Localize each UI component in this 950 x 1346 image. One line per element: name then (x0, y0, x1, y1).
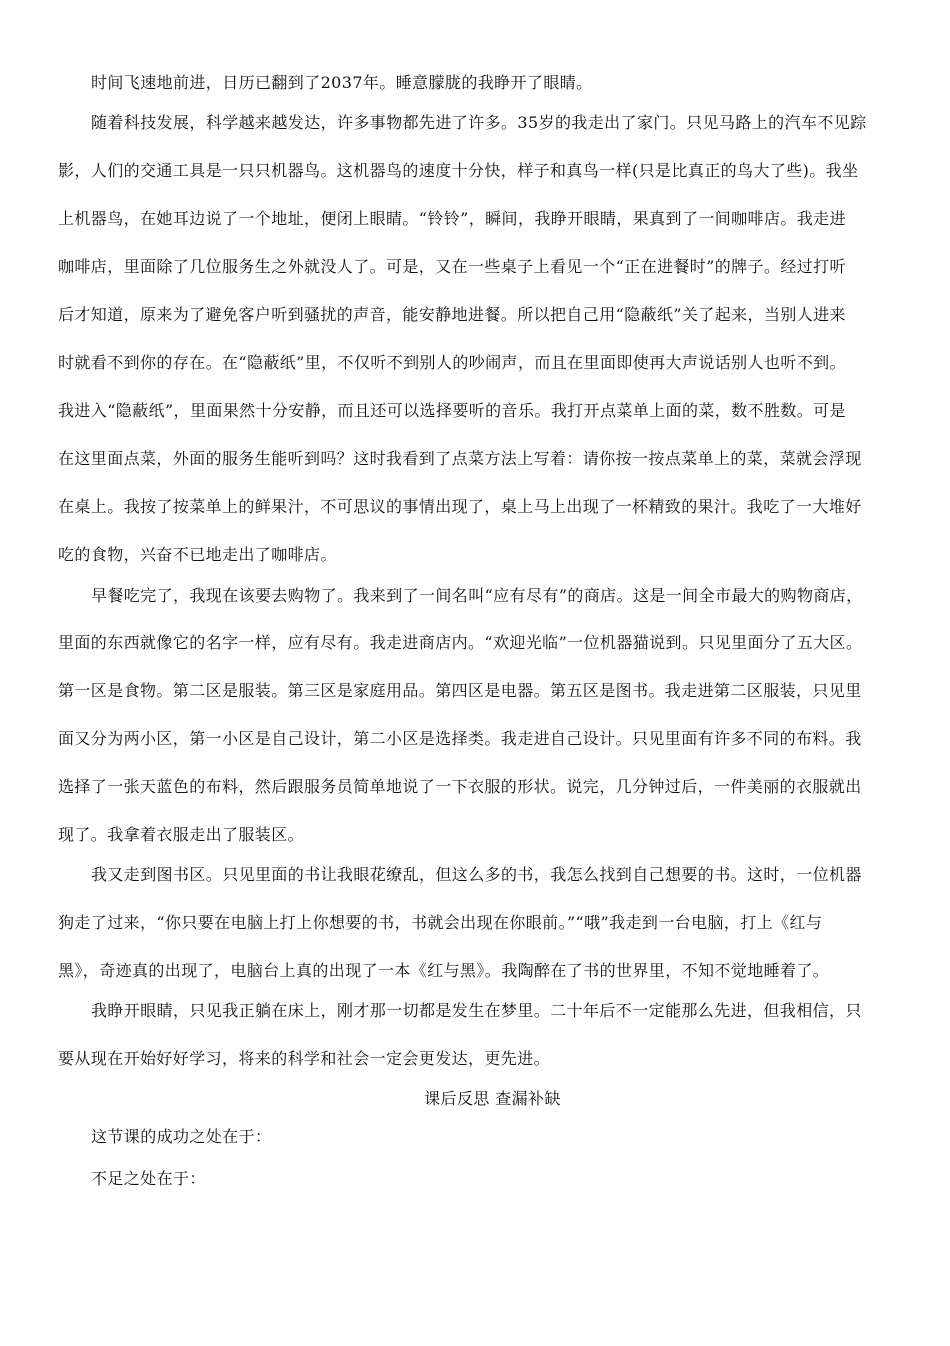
text-line: 在这里面点菜，外面的服务生能听到吗？这时我看到了点菜方法上写着：请你按一按点菜单上的菜，菜就会浮现 (58, 449, 862, 468)
section-heading: 课后反思 查漏补缺 (424, 1089, 561, 1108)
text-line: 上机器鸟，在她耳边说了一个地址，便闭上眼睛。“铃铃”，瞬间，我睁开眼睛，果真到了一间咖啡店。我走进 (58, 209, 846, 228)
text-line: 第一区是食物。第二区是服装。第三区是家庭用品。第四区是电器。第五区是图书。我走进第二区服装，只见里 (58, 681, 862, 700)
text-line: 后才知道，原来为了避免客户听到骚扰的声音，能安静地进餐。所以把自己用“隐蔽纸”关了起来，当别人进来 (58, 305, 846, 324)
text-line-intro: 时间飞速地前进，日历已翻到了2037年。睡意朦胧的我睁开了眼睛。 (91, 73, 593, 92)
text-line: 影，人们的交通工具是一只只机器鸟。这机器鸟的速度十分快，样子和真鸟一样(只是比真正的鸟大了些)。我坐 (58, 161, 859, 180)
text-line: 里面的东西就像它的名字一样，应有尽有。我走进商店内。“欢迎光临”一位机器猫说到。只见里面分了五大区。 (58, 633, 863, 652)
text-line: 吃的食物，兴奋不已地走出了咖啡店。 (58, 545, 337, 564)
text-line: 早餐吃完了，我现在该要去购物了。我来到了一间名叫“应有尽有”的商店。这是一间全市最大的购物商店， (91, 586, 863, 605)
text-line: 随着科技发展，科学越来越发达，许多事物都先进了许多。35岁的我走出了家门。只见马路上的汽车不见踪 (91, 113, 867, 132)
text-line: 咖啡店，里面除了几位服务生之外就没人了。可是，又在一些桌子上看见一个“正在进餐时”的牌子。经过打听 (58, 257, 846, 276)
text-line: 黑》，奇迹真的出现了，电脑台上真的出现了一本《红与黑》。我陶醉在了书的世界里，不知不觉地睡着了。 (58, 961, 830, 980)
text-line: 选择了一张天蓝色的布料，然后跟服务员简单地说了一下衣服的形状。说完，几分钟过后，一件美丽的衣服就出 (58, 777, 862, 796)
text-line: 面又分为两小区，第一小区是自己设计，第二小区是选择类。我走进自己设计。只见里面有许多不同的布料。我 (58, 729, 862, 748)
reflection-success-label: 这节课的成功之处在于： (91, 1127, 272, 1146)
text-line: 我又走到图书区。只见里面的书让我眼花缭乱，但这么多的书，我怎么找到自己想要的书。这时，一位机器 (91, 865, 862, 884)
reflection-shortcoming-label: 不足之处在于： (91, 1169, 206, 1188)
text-line: 要从现在开始好好学习，将来的科学和社会一定会更发达，更先进。 (58, 1049, 551, 1068)
text-line: 我睁开眼睛，只见我正躺在床上，刚才那一切都是发生在梦里。二十年后不一定能那么先进，但我相信，只 (91, 1001, 862, 1020)
text-line: 在桌上。我按了按菜单上的鲜果汁，不可思议的事情出现了，桌上马上出现了一杯精致的果汁。我吃了一大堆好 (58, 497, 862, 516)
text-line: 现了。我拿着衣服走出了服装区。 (58, 825, 305, 844)
text-line: 时就看不到你的存在。在“隐蔽纸”里，不仅听不到别人的吵闹声，而且在里面即使再大声说话别人也听不到。 (58, 353, 846, 372)
text-line: 我进入“隐蔽纸”，里面果然十分安静，而且还可以选择要听的音乐。我打开点菜单上面的菜，数不胜数。可是 (58, 401, 846, 420)
text-line: 狗走了过来，“你只要在电脑上打上你想要的书，书就会出现在你眼前。”“哦”我走到一台电脑，打上《红与 (58, 913, 823, 932)
